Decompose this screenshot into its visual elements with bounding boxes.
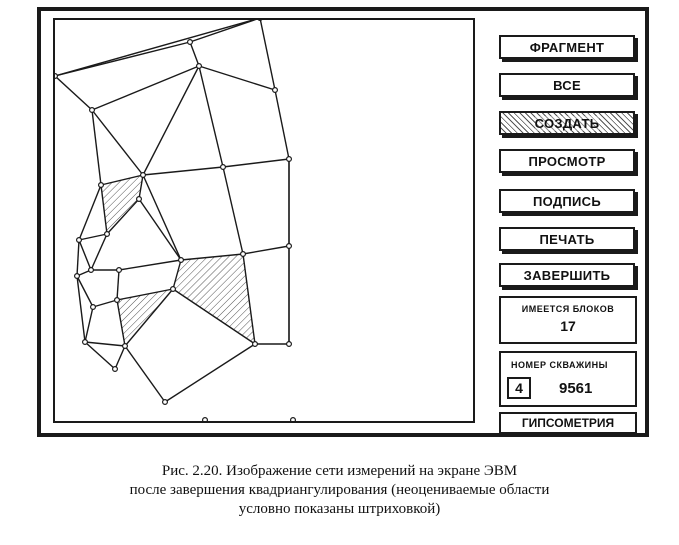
network-edge xyxy=(165,344,255,402)
all-button[interactable] xyxy=(499,73,635,97)
finish-button[interactable] xyxy=(499,263,635,287)
network-edge xyxy=(92,110,101,185)
well-id-value: 9561 xyxy=(559,380,593,397)
well-node[interactable] xyxy=(115,298,120,303)
blocks-count-panel xyxy=(499,296,637,344)
caption-button[interactable] xyxy=(499,189,635,213)
well-node[interactable] xyxy=(75,274,80,279)
network-edge xyxy=(119,260,181,270)
well-node[interactable] xyxy=(99,183,104,188)
network-edge xyxy=(77,240,79,276)
well-node[interactable] xyxy=(241,252,246,257)
well-node[interactable] xyxy=(117,268,122,273)
network-edge xyxy=(115,346,125,369)
print-button[interactable] xyxy=(499,227,635,251)
all-button-label: ВСЕ xyxy=(553,77,581,93)
well-node[interactable] xyxy=(179,258,184,263)
well-node[interactable] xyxy=(163,400,168,405)
well-node[interactable] xyxy=(171,287,176,292)
well-node[interactable] xyxy=(141,173,146,178)
network-edge xyxy=(79,234,107,240)
well-node[interactable] xyxy=(287,244,292,249)
network-edge xyxy=(139,199,181,260)
well-node[interactable] xyxy=(287,342,292,347)
network-edge xyxy=(55,42,190,76)
well-node[interactable] xyxy=(105,232,110,237)
network-edge xyxy=(79,240,91,270)
well-node[interactable] xyxy=(89,268,94,273)
app-screen xyxy=(37,7,649,437)
network-edge xyxy=(275,90,289,159)
network-edge xyxy=(190,42,199,66)
unassessed-region-3 xyxy=(117,289,173,346)
network-edge xyxy=(92,66,199,110)
well-node[interactable] xyxy=(203,418,208,421)
well-node[interactable] xyxy=(287,157,292,162)
network-edge xyxy=(199,66,275,90)
network-edge xyxy=(77,276,85,342)
network-edge xyxy=(85,342,125,346)
network-edge xyxy=(55,76,92,110)
create-button[interactable] xyxy=(499,111,635,135)
network-edge xyxy=(143,167,223,175)
view-button[interactable] xyxy=(499,149,635,173)
network-edge xyxy=(117,270,119,300)
network-edge xyxy=(85,307,93,342)
hypsometry-button[interactable]: ГИПСОМЕТРИЯ xyxy=(499,412,637,434)
well-node[interactable] xyxy=(221,165,226,170)
print-button-label: ПЕЧАТЬ xyxy=(539,231,595,247)
well-node[interactable] xyxy=(188,40,193,45)
network-edge xyxy=(92,110,143,175)
well-node[interactable] xyxy=(90,108,95,113)
view-button-label: ПРОСМОТР xyxy=(528,153,606,169)
unassessed-region-2 xyxy=(173,254,255,344)
network-edge xyxy=(199,66,223,167)
caption-button-label: ПОДПИСЬ xyxy=(532,193,602,209)
fragment-button-label: ФРАГМЕНТ xyxy=(529,39,605,55)
well-node[interactable] xyxy=(83,340,88,345)
network-edge xyxy=(91,234,107,270)
quadrangulation-network xyxy=(55,20,473,421)
network-edge xyxy=(143,66,199,175)
finish-button-label: ЗАВЕРШИТЬ xyxy=(523,267,611,283)
well-node[interactable] xyxy=(123,344,128,349)
measurement-network-canvas[interactable] xyxy=(53,18,475,423)
well-node[interactable] xyxy=(291,418,296,421)
well-number-panel xyxy=(499,351,637,407)
blocks-count-label: ИМЕЕТСЯ БЛОКОВ xyxy=(521,304,615,314)
well-node[interactable] xyxy=(253,342,258,347)
well-node[interactable] xyxy=(197,64,202,69)
network-edge xyxy=(223,159,289,167)
well-node[interactable] xyxy=(77,238,82,243)
create-button-label: СОЗДАТЬ xyxy=(534,115,600,131)
blocks-count-value: 17 xyxy=(560,318,576,334)
caption-line-3: условно показаны штриховкой) xyxy=(238,501,441,517)
network-edge xyxy=(85,342,115,369)
well-node[interactable] xyxy=(91,305,96,310)
network-edge xyxy=(125,346,165,402)
well-number-label: НОМЕР СКВАЖИНЫ xyxy=(511,360,608,370)
well-index-field[interactable]: 4 xyxy=(507,377,531,399)
well-node[interactable] xyxy=(273,88,278,93)
caption-line-1: Рис. 2.20. Изображение сети измерений на экране ЭВМ xyxy=(161,463,518,479)
caption-line-2: после завершения квадриангулирования (неоцениваемые области xyxy=(129,482,550,498)
well-node[interactable] xyxy=(113,367,118,372)
network-edge xyxy=(79,185,101,240)
figure-caption xyxy=(0,462,679,519)
fragment-button[interactable] xyxy=(499,35,635,59)
well-node[interactable] xyxy=(55,74,57,79)
network-edge xyxy=(243,246,289,254)
well-node[interactable] xyxy=(137,197,142,202)
network-edge xyxy=(223,167,243,254)
network-edge xyxy=(93,300,117,307)
network-edge xyxy=(190,20,260,42)
network-edge xyxy=(260,20,275,90)
network-edge xyxy=(143,175,181,260)
